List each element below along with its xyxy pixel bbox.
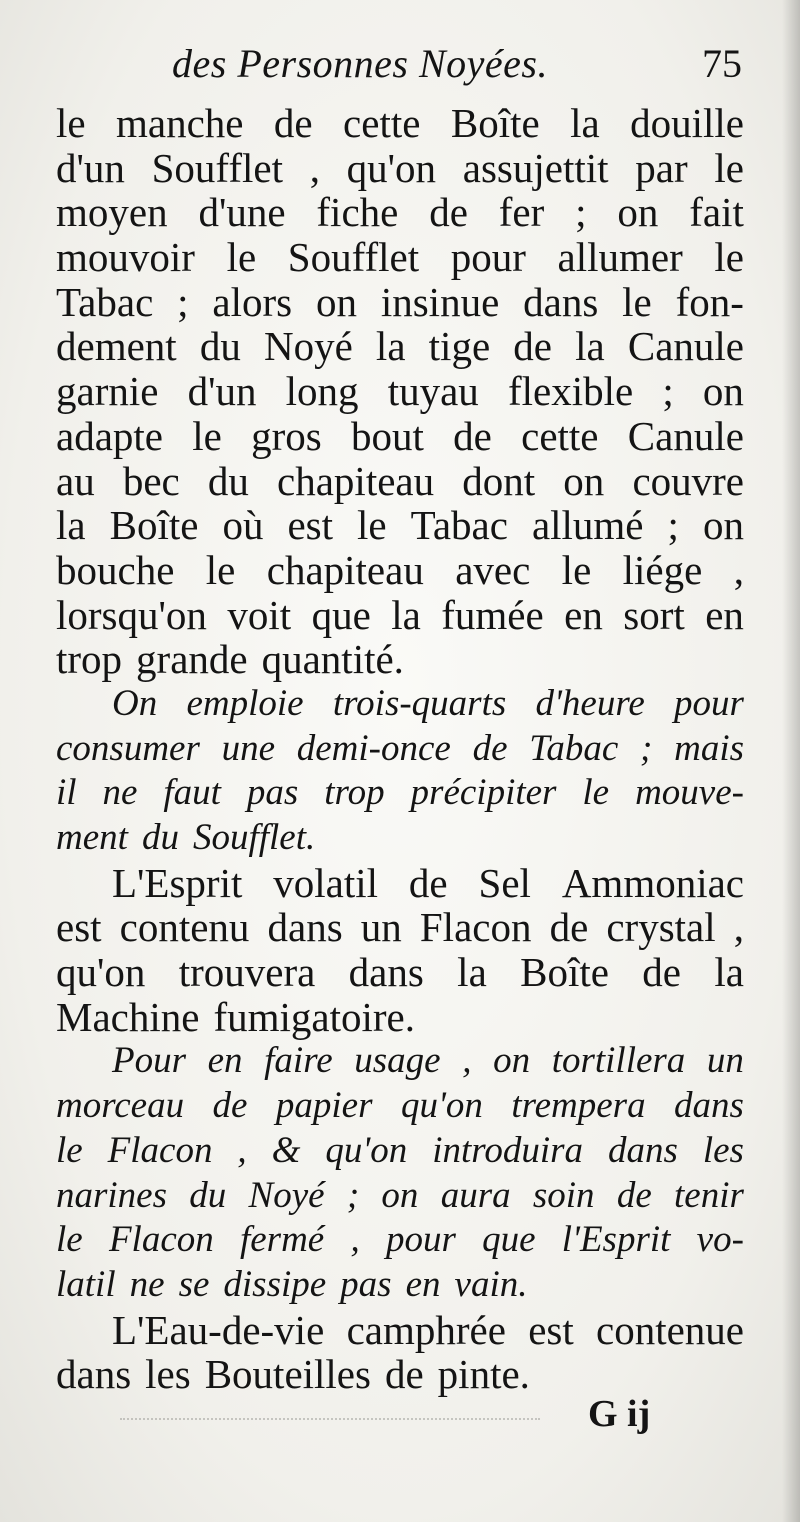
text-line: qu'on trouvera dans la Boîte de la: [56, 949, 744, 996]
text-line: lorsqu'on voit que la fumée en sort en: [56, 591, 744, 638]
text-line: latil ne se dissipe pas en vain.: [56, 1263, 528, 1305]
text-line: adapte le gros bout de cette Canule: [56, 412, 744, 459]
paragraph: [56, 1039, 744, 1307]
paragraph: [56, 682, 744, 861]
text-line: L'Eau-de-vie camphrée est contenue: [112, 1306, 744, 1353]
signature-mark: G ij: [588, 1393, 651, 1435]
text-line: mouvoir le Soufflet pour allumer le: [56, 234, 744, 281]
text-line: dement du Noyé la tige de la Canule: [56, 323, 744, 370]
text-line: le manche de cette Boîte la douille: [56, 100, 744, 146]
text-line: trop grande quantité.: [56, 636, 404, 683]
page-header: [172, 40, 742, 100]
text-line: il ne faut pas trop précipiter le mouve-: [56, 772, 744, 814]
text-line: Pour en faire usage , on tortillera un: [112, 1040, 744, 1082]
paragraph: [56, 861, 744, 1040]
paragraph: [56, 1308, 744, 1397]
text-line: garnie d'un long tuyau flexible ; on: [56, 368, 744, 415]
text-line: consumer une demi-once de Tabac ; mais: [56, 727, 744, 769]
text-line: bouche le chapiteau avec le liége ,: [56, 546, 744, 593]
text-line: le Flacon , & qu'on introduira dans les: [56, 1129, 744, 1171]
running-title: des Personnes Noyées.: [172, 41, 548, 86]
text-line: L'Esprit volatil de Sel Ammoniac: [112, 859, 744, 906]
body-text: [56, 101, 744, 1397]
text-line: On emploie trois-quarts d'heure pour: [112, 682, 744, 724]
text-line: Tabac ; alors on insinue dans le fon-: [56, 278, 744, 325]
text-line: le Flacon fermé , pour que l'Esprit vo-: [56, 1219, 744, 1261]
text-line: morceau de papier qu'on trempera dans: [56, 1085, 744, 1127]
page-number: 75: [702, 41, 742, 86]
text-line: au bec du chapiteau dont on couvre: [56, 457, 744, 504]
text-line: est contenu dans un Flacon de crystal ,: [56, 904, 744, 951]
text-line: moyen d'une fiche de fer ; on fait: [56, 189, 744, 236]
paragraph: [56, 101, 744, 682]
printer-rule: [120, 1418, 540, 1426]
text-line: dans les Bouteilles de pinte.: [56, 1351, 530, 1398]
text-line: d'un Soufflet , qu'on assujettit par le: [56, 144, 744, 191]
text-line: Machine fumigatoire.: [56, 993, 415, 1040]
text-line: la Boîte où est le Tabac allumé ; on: [56, 502, 744, 549]
text-line: ment du Soufflet.: [56, 817, 316, 858]
text-line: narines du Noyé ; on aura soin de tenir: [56, 1174, 744, 1216]
